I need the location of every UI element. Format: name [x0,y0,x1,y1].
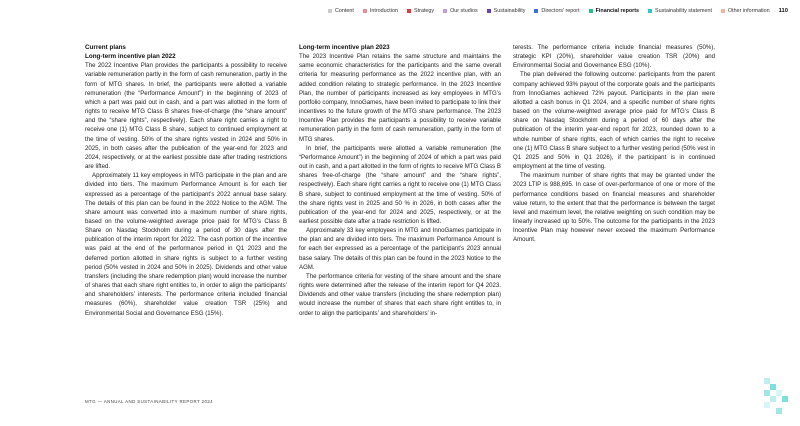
decorative-pixel [782,396,788,402]
nav-item-label: Content [334,8,354,14]
nav-item-label: Directors' report [541,8,580,14]
nav-item-label: Our studios [450,8,478,14]
section-heading: Current plans [85,44,126,51]
nav-item-sustainability[interactable] [487,8,526,14]
nav-item-label: Strategy [414,8,435,14]
paragraph: Approximately 33 key employees in MTG and InnoGames participate in the plan and are divided into tiers. The maximum Performance Amount is for each tier expressed as a percentage of the participant’s 2023 annual base salary. The details of this plan can be found in the 2023 Notice to the AGM. [299,227,501,271]
nav-color-square [721,9,725,13]
paragraph: The 2023 Incentive Plan retains the same structure and maintains the same economic characteristics for the participants and the same overall criteria for measuring performance as the 2022 incentive plan, with an added condition relating to strategic performance. In the 2023 Incentive Plan, the number of participants increased as key employees in MTG’s portfolio company, InnoGames, have been invited to participate to link their incentives to the future growth of the MTG share performance. The 2023 Incentive Plan provides the participants a possibility to receive variable remuneration partly in the form of cash remuneration, partly in the form of MTG shares. [299,53,501,143]
decorative-pixel [764,402,770,408]
nav-item-label: Introduction [369,8,398,14]
nav-item-sustainability-statement[interactable] [648,8,712,14]
nav-item-label: Sustainability statement [655,8,712,14]
paragraph: The maximum number of share rights that may be granted under the 2023 LTIP is 988,695. In case of over-performance of one or more of the performance conditions based on financial measures and shareholder value return, to the extent that that the performance is between the target level and maximum level, the relative weighting on such condition may be linearly increased up to 50%. The outcome for the participants in the 2023 Incentive Plan may however never exceed the maximum Performance Amount. [513,172,715,244]
page-number: 110 [778,8,788,14]
nav-color-square [648,9,652,13]
nav-color-square [363,9,367,13]
nav-item-financial-reports[interactable] [589,8,639,14]
nav-item-label: Other information [727,8,770,14]
paragraph: The 2022 Incentive Plan provides the participants a possibility to receive variable remuneration partly in the form of cash remuneration, partly in the form of MTG shares. In brief, the participants were allotted a variable remuneration (the “Performance Amount”) in the beginning of 2023 of which a part was paid out in cash, and a part was allotted in the form of rights to receive MTG Class B shares free-of-charge (the “share amount” and the “share rights”, respectively). Each share right carries a right to receive one (1) MTG Class B share, subject to continued employment at the time of vesting. 50% of the share rights vested in 2024 and 50% in 2025, in both cases after the publication of the year-end for 2023 and 2024, respectively, or at the earliest possible date after trading restrictions are lifted. [85,62,287,171]
text-column-1 [85,43,287,318]
text-column-3 [513,43,715,244]
nav-item-label: Financial reports [595,8,640,14]
paragraph: In brief, the participants were allotted a variable remuneration (the “Performance Amount”) in the beginning of 2024 of which a part was paid out in cash, and a part allotted in the form of rights to receive MTG Class B shares free-of-charge (the “share amount” and the “share rights”, respectively). Each share right carries a right to receive one (1) MTG Class B share, subject to continued employment at the time of vesting. 50% of the share rights vest in 2025 and 50 % in 2026, in both cases after the publication of the year-end for 2024 and 2025, respectively, or at the earliest possible date after a trade restriction is lifted. [299,144,501,225]
subsection-heading: Long-term incentive plan 2022 [85,53,176,61]
nav-color-square [534,9,538,13]
nav-item-directors-report[interactable] [534,8,579,14]
nav-item-our-studios[interactable] [443,8,478,14]
nav-item-label: Sustainability [493,8,526,14]
nav-item-other-information[interactable] [721,8,770,14]
decorative-pixel [770,396,776,402]
page-footer: MTG — ANNUAL AND SUSTAINABILITY REPORT 2024 [85,399,213,404]
paragraph: Approximately 11 key employees in MTG participate in the plan and are divided into tiers. The maximum Performance Amount is for each tier expressed as a percentage of the participant’s 2022 annual base salary. The details of this plan can be found in the 2022 Notice to the AGM. The share amount was converted into a maximum number of share rights, based on the volume-weighted average price paid for MTG’s Class B Share on Nasdaq Stockholm during a period of 30 days after the publication of the interim report for 2022. The cash portion of the incentive was paid at the end of the performance period in Q1 2023 and the deferred portion allotted in share rights is subject to a further vesting period (50% vested in 2024 and 50% in 2025). Dividends and other value transfers (including the share redemption plan) would increase the number of shares that each share right entitles to, in order to align the participants’ and shareholders’ interests. The performance criteria included financial measures (60%), shareholder value creation TSR (25%) and Environmental Social and Governance ESG (15%). [85,172,287,317]
nav-color-square [407,9,411,13]
top-navigation [220,8,788,14]
nav-color-square [328,9,332,13]
text-column-2 [299,43,501,318]
nav-item-introduction[interactable] [363,8,398,14]
nav-color-square [589,9,593,13]
paragraph: The plan delivered the following outcome: participants from the parent company achieved 93% payout of the corporate goals and the participants from InnoGames achieved 72% payout. Participants in the plan were allotted a cash bonus in Q1 2024, and a specific number of share rights based on the volume-weighted average price paid for MTG’s Class B share on Nasdaq Stockholm during a period of 60 days after the publication of the interim year-end report for 2023, rounded down to a whole number of share rights, each of which carries the right to receive one (1) MTG Class B share subject to a further vesting period (50% vest in Q1 2025 and 50% in Q1 2026), if the participant is in continued employment at the time of vesting. [513,71,715,171]
paragraph: terests. The performance criteria include financial measures (50%), strategic KPI (20%), shareholder value creation TSR (20%) and Environmental Social and Governance ESG (10%). [513,44,715,70]
nav-item-strategy[interactable] [407,8,434,14]
paragraph: The performance criteria for vesting of the share amount and the share rights were determined after the release of the interim report for Q4 2023. Dividends and other value transfers (including the share redemption plan) would increase the number of shares that each share right entitles to, in order to align the participants’ and shareholders’ in- [299,272,501,317]
decorative-pixel-pattern [764,378,794,418]
decorative-pixel [776,408,782,414]
nav-color-square [487,9,491,13]
nav-item-content[interactable] [328,8,354,14]
subsection-heading: Long-term incentive plan 2023 [299,44,390,51]
nav-color-square [443,9,447,13]
